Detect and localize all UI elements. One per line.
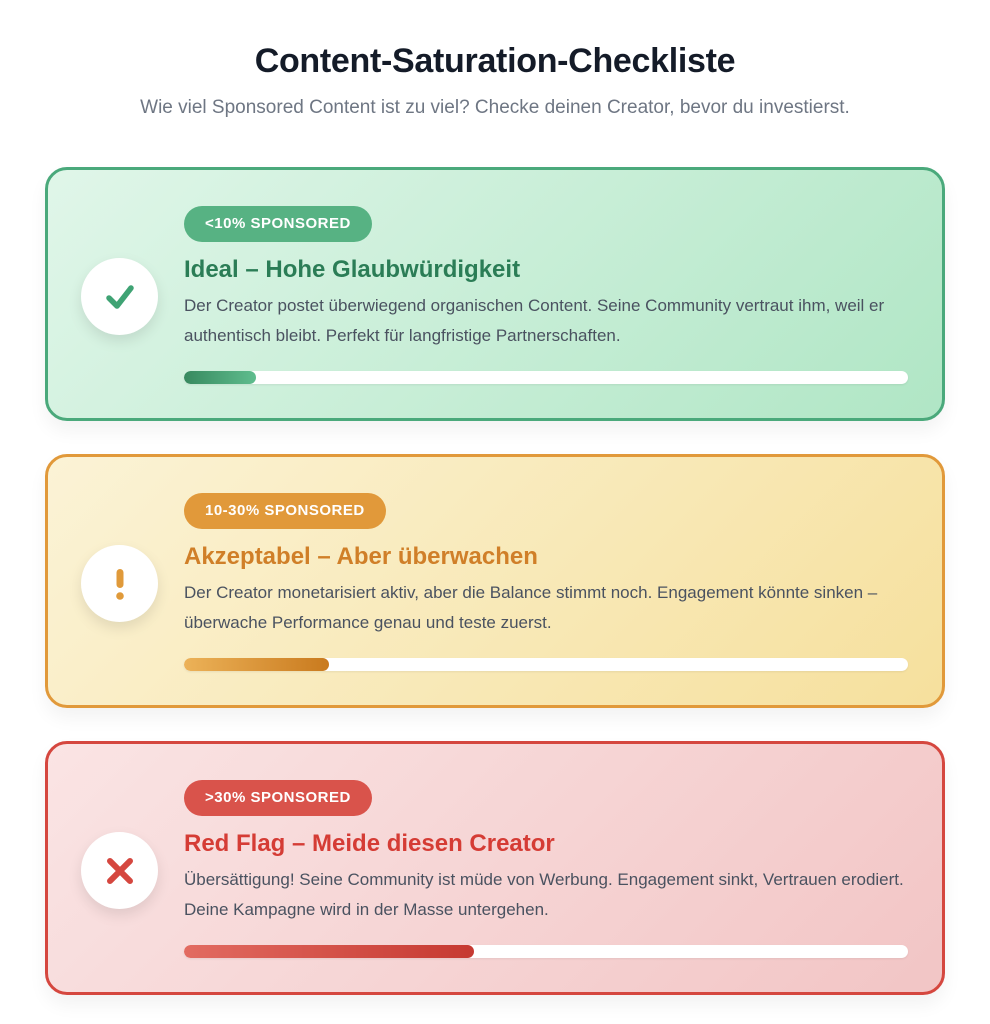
card-heading: Ideal – Hohe Glaubwürdigkeit xyxy=(184,256,521,283)
sponsored-badge: 10-30% SPONSORED xyxy=(184,493,386,529)
card-red-flag xyxy=(45,741,945,995)
sponsored-badge: <10% SPONSORED xyxy=(184,206,372,242)
checklist-cards xyxy=(45,167,945,995)
card-content xyxy=(184,780,908,958)
warning-icon xyxy=(81,545,158,622)
saturation-progress-track xyxy=(184,658,908,671)
cross-icon xyxy=(81,832,158,909)
card-heading: Akzeptabel – Aber überwachen xyxy=(184,543,538,570)
card-content xyxy=(184,206,908,384)
saturation-progress-track xyxy=(184,945,908,958)
sponsored-badge: >30% SPONSORED xyxy=(184,780,372,816)
saturation-progress-fill xyxy=(184,371,256,384)
check-icon xyxy=(81,258,158,335)
card-body-text: Der Creator postet überwiegend organischen Content. Seine Community vertraut ihm, weil er authentisch bleibt. Perfekt für langfristige Partnerschaften. xyxy=(184,296,885,345)
page-title: Content-Saturation-Checkliste xyxy=(254,42,736,80)
page-subtitle: Wie viel Sponsored Content ist zu viel? Checke deinen Creator, bevor du investierst. xyxy=(140,97,850,118)
saturation-progress-fill xyxy=(184,658,329,671)
saturation-progress-fill xyxy=(184,945,474,958)
card-ideal xyxy=(45,167,945,421)
card-body-text: Übersättigung! Seine Community ist müde von Werbung. Engagement sinkt, Vertrauen erodiert. Deine Kampagne wird in der Masse untergehen. xyxy=(184,870,904,919)
header xyxy=(0,42,990,119)
card-heading: Red Flag – Meide diesen Creator xyxy=(184,830,555,857)
card-body-text: Der Creator monetarisiert aktiv, aber die Balance stimmt noch. Engagement könnte sinken – überwache Performance genau und teste zuerst. xyxy=(184,583,878,632)
saturation-progress-track xyxy=(184,371,908,384)
card-acceptable xyxy=(45,454,945,708)
card-content xyxy=(184,493,908,671)
